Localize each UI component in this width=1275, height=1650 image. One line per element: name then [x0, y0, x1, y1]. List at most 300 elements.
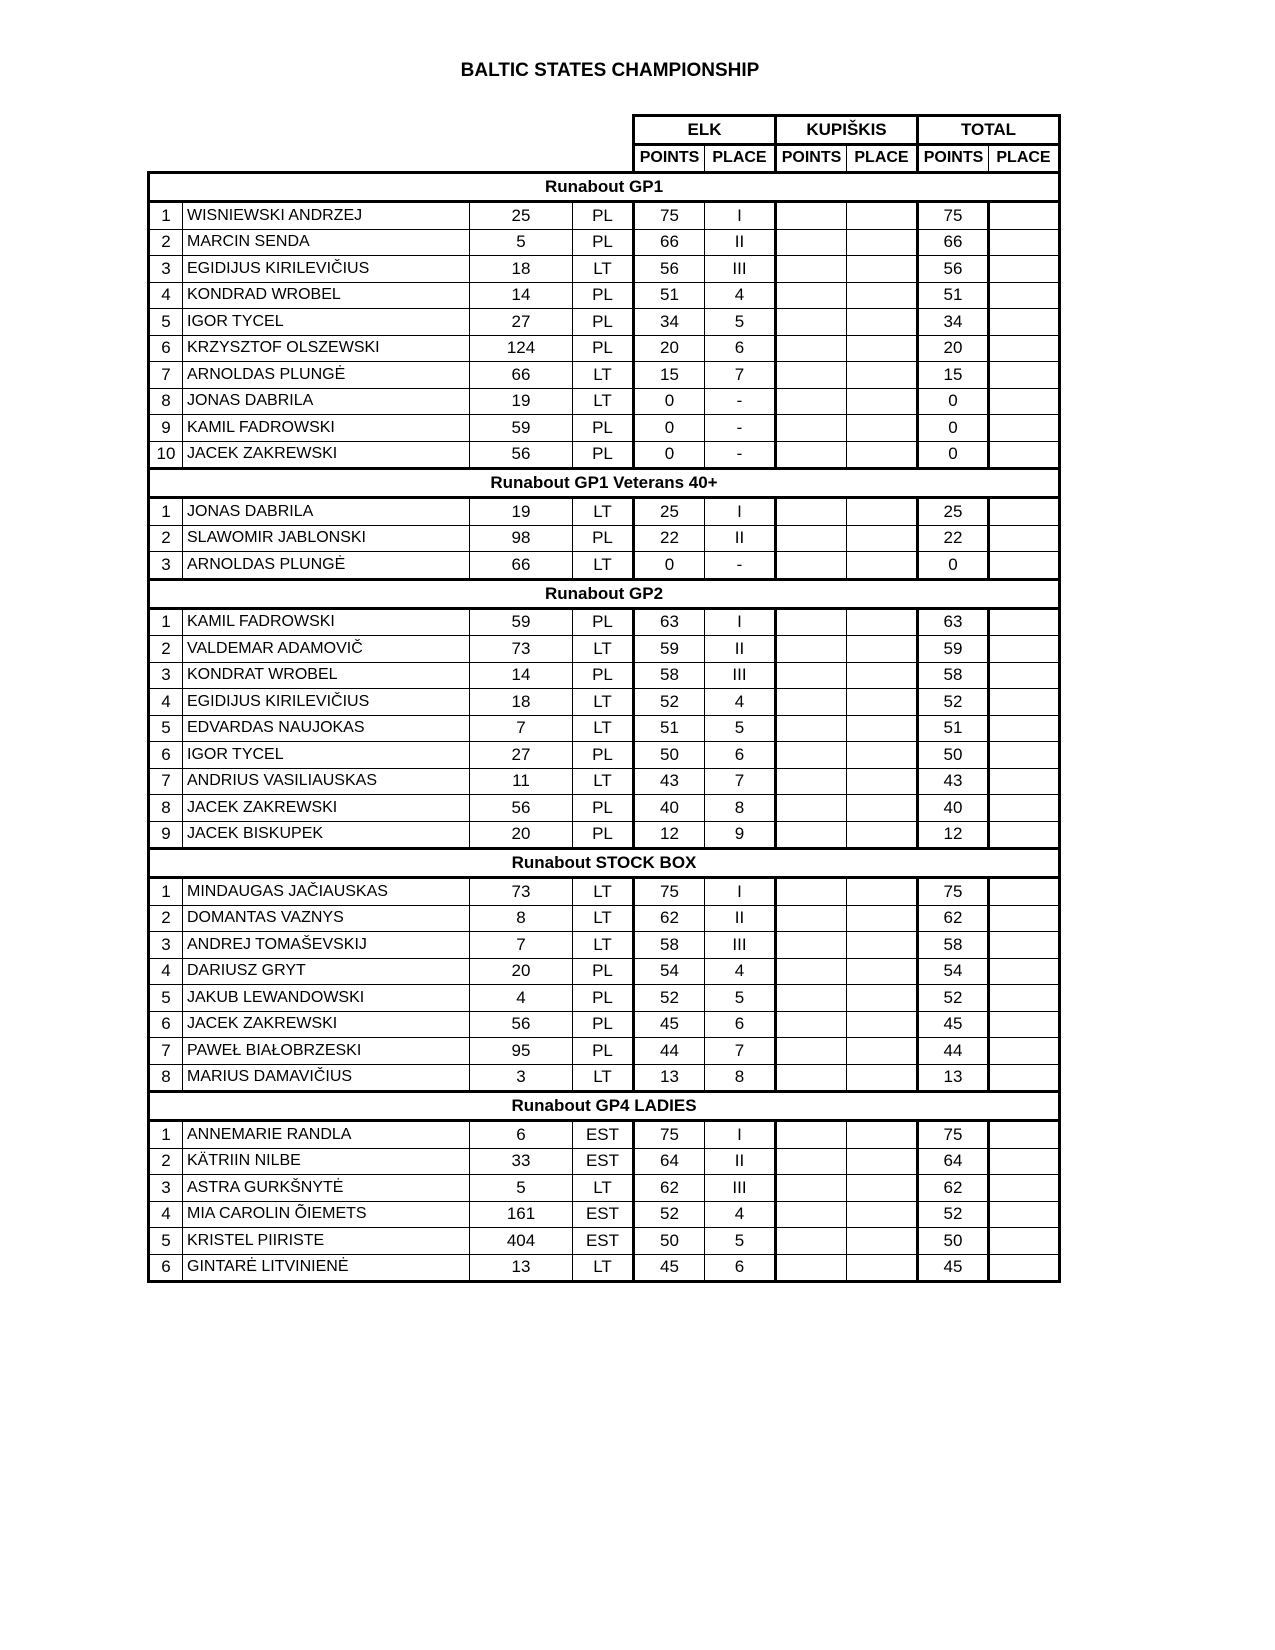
kupiskis-points-cell [776, 985, 847, 1012]
kupiskis-place-cell [847, 821, 918, 849]
elk-points-cell: 0 [634, 552, 705, 580]
race-number-cell: 33 [470, 1148, 573, 1175]
elk-place-header: PLACE [705, 144, 776, 173]
rider-name-cell: JAKUB LEWANDOWSKI [183, 985, 470, 1012]
rider-name-cell: KONDRAD WROBEL [183, 282, 470, 309]
table-row [149, 415, 1060, 442]
position-cell: 5 [149, 1228, 183, 1255]
race-number-cell: 18 [470, 689, 573, 716]
elk-place-cell: II [705, 229, 776, 256]
country-cell: PL [573, 821, 634, 849]
total-points-cell: 15 [918, 362, 989, 389]
stage-total-header: TOTAL [918, 116, 1060, 145]
total-place-cell [989, 689, 1060, 716]
race-number-cell: 73 [470, 878, 573, 906]
elk-points-cell: 51 [634, 715, 705, 742]
kupiskis-place-cell [847, 662, 918, 689]
kupiskis-points-cell [776, 768, 847, 795]
race-number-cell: 5 [470, 229, 573, 256]
elk-place-cell: II [705, 1148, 776, 1175]
category-title: Runabout GP2 [149, 579, 1060, 608]
total-place-cell [989, 388, 1060, 415]
race-number-cell: 66 [470, 362, 573, 389]
elk-points-cell: 20 [634, 335, 705, 362]
kupiskis-place-cell [847, 441, 918, 469]
stage-kupiskis-header: KUPIŠKIS [776, 116, 918, 145]
kupiskis-points-cell [776, 202, 847, 230]
position-cell: 2 [149, 1148, 183, 1175]
total-place-cell [989, 1011, 1060, 1038]
total-points-cell: 34 [918, 309, 989, 336]
total-points-cell: 45 [918, 1254, 989, 1282]
total-points-cell: 75 [918, 202, 989, 230]
rider-name-cell: KÄTRIIN NILBE [183, 1148, 470, 1175]
kupiskis-place-cell [847, 1201, 918, 1228]
total-place-cell [989, 1148, 1060, 1175]
table-row [149, 1148, 1060, 1175]
rider-name-cell: EDVARDAS NAUJOKAS [183, 715, 470, 742]
total-points-cell: 52 [918, 1201, 989, 1228]
elk-points-cell: 52 [634, 1201, 705, 1228]
kupiskis-points-cell [776, 388, 847, 415]
total-place-cell [989, 256, 1060, 283]
kupiskis-place-cell [847, 282, 918, 309]
rider-name-cell: GINTARĖ LITVINIENĖ [183, 1254, 470, 1282]
elk-place-cell: 9 [705, 821, 776, 849]
position-cell: 3 [149, 552, 183, 580]
category-header-row [149, 849, 1060, 878]
position-cell: 2 [149, 229, 183, 256]
kupiskis-points-cell [776, 1148, 847, 1175]
elk-points-cell: 15 [634, 362, 705, 389]
kupiskis-points-cell [776, 335, 847, 362]
kupiskis-points-cell [776, 795, 847, 822]
kupiskis-place-cell [847, 905, 918, 932]
race-number-cell: 27 [470, 742, 573, 769]
country-cell: LT [573, 552, 634, 580]
category-title: Runabout GP1 [149, 173, 1060, 202]
total-points-cell: 44 [918, 1038, 989, 1065]
kupiskis-place-cell [847, 689, 918, 716]
race-number-cell: 14 [470, 662, 573, 689]
rider-name-cell: ARNOLDAS PLUNGĖ [183, 552, 470, 580]
kupiskis-points-cell [776, 905, 847, 932]
position-cell: 3 [149, 932, 183, 959]
rider-name-cell: JACEK ZAKREWSKI [183, 441, 470, 469]
country-cell: PL [573, 662, 634, 689]
elk-place-cell: 5 [705, 1228, 776, 1255]
kupiskis-points-cell [776, 256, 847, 283]
total-points-cell: 63 [918, 608, 989, 636]
rider-name-cell: JACEK ZAKREWSKI [183, 1011, 470, 1038]
kupiskis-points-cell [776, 498, 847, 526]
total-place-cell [989, 229, 1060, 256]
total-place-cell [989, 662, 1060, 689]
country-cell: LT [573, 905, 634, 932]
table-row [149, 742, 1060, 769]
elk-place-cell: 6 [705, 1011, 776, 1038]
table-row [149, 821, 1060, 849]
table-row [149, 229, 1060, 256]
country-cell: LT [573, 256, 634, 283]
position-cell: 5 [149, 309, 183, 336]
kupiskis-points-cell [776, 1064, 847, 1092]
country-cell: PL [573, 309, 634, 336]
country-cell: LT [573, 689, 634, 716]
stage-elk-header: ELK [634, 116, 776, 145]
total-place-cell [989, 878, 1060, 906]
table-row [149, 498, 1060, 526]
rider-name-cell: MIA CAROLIN ÕIEMETS [183, 1201, 470, 1228]
total-place-cell [989, 415, 1060, 442]
elk-place-cell: 7 [705, 768, 776, 795]
table-row [149, 441, 1060, 469]
elk-place-cell: 7 [705, 362, 776, 389]
rider-name-cell: KAMIL FADROWSKI [183, 608, 470, 636]
position-cell: 1 [149, 1121, 183, 1149]
subheader-blank [149, 144, 634, 173]
table-row [149, 525, 1060, 552]
total-place-cell [989, 1038, 1060, 1065]
kupiskis-points-cell [776, 282, 847, 309]
kupiskis-points-header: POINTS [776, 144, 847, 173]
country-cell: PL [573, 202, 634, 230]
elk-place-cell: II [705, 905, 776, 932]
rider-name-cell: JONAS DABRILA [183, 388, 470, 415]
rider-name-cell: MINDAUGAS JAČIAUSKAS [183, 878, 470, 906]
kupiskis-place-cell [847, 1064, 918, 1092]
race-number-cell: 25 [470, 202, 573, 230]
race-number-cell: 18 [470, 256, 573, 283]
country-cell: PL [573, 958, 634, 985]
results-body [149, 116, 1060, 1282]
elk-place-cell: III [705, 932, 776, 959]
total-points-cell: 51 [918, 715, 989, 742]
kupiskis-points-cell [776, 1201, 847, 1228]
total-points-cell: 59 [918, 636, 989, 663]
elk-place-cell: 5 [705, 985, 776, 1012]
table-row [149, 768, 1060, 795]
position-cell: 8 [149, 795, 183, 822]
kupiskis-place-cell [847, 1228, 918, 1255]
total-points-cell: 40 [918, 795, 989, 822]
elk-points-cell: 45 [634, 1011, 705, 1038]
kupiskis-points-cell [776, 689, 847, 716]
elk-place-cell: I [705, 202, 776, 230]
position-cell: 3 [149, 1175, 183, 1202]
table-row [149, 1228, 1060, 1255]
race-number-cell: 4 [470, 985, 573, 1012]
total-place-cell [989, 715, 1060, 742]
total-points-cell: 75 [918, 878, 989, 906]
elk-points-cell: 0 [634, 441, 705, 469]
kupiskis-place-cell [847, 742, 918, 769]
category-title: Runabout GP1 Veterans 40+ [149, 469, 1060, 498]
rider-name-cell: ANDREJ TOMAŠEVSKIJ [183, 932, 470, 959]
total-points-cell: 56 [918, 256, 989, 283]
table-row [149, 1121, 1060, 1149]
elk-points-cell: 56 [634, 256, 705, 283]
elk-place-cell: 4 [705, 689, 776, 716]
position-cell: 7 [149, 768, 183, 795]
elk-points-cell: 75 [634, 202, 705, 230]
elk-place-cell: II [705, 636, 776, 663]
position-cell: 3 [149, 256, 183, 283]
total-points-cell: 50 [918, 1228, 989, 1255]
elk-place-cell: 6 [705, 1254, 776, 1282]
country-cell: PL [573, 282, 634, 309]
total-place-cell [989, 282, 1060, 309]
elk-points-cell: 62 [634, 905, 705, 932]
kupiskis-place-cell [847, 388, 918, 415]
position-cell: 2 [149, 636, 183, 663]
country-cell: EST [573, 1228, 634, 1255]
page-title: BALTIC STATES CHAMPIONSHIP [460, 60, 760, 81]
race-number-cell: 7 [470, 932, 573, 959]
total-points-cell: 22 [918, 525, 989, 552]
total-points-cell: 62 [918, 1175, 989, 1202]
kupiskis-place-cell [847, 1254, 918, 1282]
rider-name-cell: DARIUSZ GRYT [183, 958, 470, 985]
table-row [149, 636, 1060, 663]
position-cell: 5 [149, 985, 183, 1012]
kupiskis-points-cell [776, 362, 847, 389]
total-points-cell: 0 [918, 441, 989, 469]
kupiskis-points-cell [776, 309, 847, 336]
elk-place-cell: - [705, 388, 776, 415]
elk-place-cell: I [705, 498, 776, 526]
rider-name-cell: KAMIL FADROWSKI [183, 415, 470, 442]
rider-name-cell: KONDRAT WROBEL [183, 662, 470, 689]
elk-points-cell: 50 [634, 1228, 705, 1255]
kupiskis-points-cell [776, 1121, 847, 1149]
table-row [149, 958, 1060, 985]
kupiskis-points-cell [776, 1011, 847, 1038]
race-number-cell: 8 [470, 905, 573, 932]
kupiskis-place-cell [847, 636, 918, 663]
kupiskis-points-cell [776, 525, 847, 552]
race-number-cell: 95 [470, 1038, 573, 1065]
country-cell: LT [573, 715, 634, 742]
elk-place-cell: - [705, 552, 776, 580]
kupiskis-place-cell [847, 715, 918, 742]
elk-place-cell: 5 [705, 309, 776, 336]
elk-place-cell: 7 [705, 1038, 776, 1065]
total-points-header: POINTS [918, 144, 989, 173]
elk-points-cell: 25 [634, 498, 705, 526]
total-points-cell: 43 [918, 768, 989, 795]
position-cell: 8 [149, 1064, 183, 1092]
race-number-cell: 59 [470, 415, 573, 442]
total-place-cell [989, 932, 1060, 959]
position-cell: 8 [149, 388, 183, 415]
position-cell: 6 [149, 1254, 183, 1282]
country-cell: LT [573, 1254, 634, 1282]
total-points-cell: 54 [918, 958, 989, 985]
table-row [149, 256, 1060, 283]
total-points-cell: 52 [918, 985, 989, 1012]
race-number-cell: 124 [470, 335, 573, 362]
table-row [149, 689, 1060, 716]
category-header-row [149, 173, 1060, 202]
rider-name-cell: DOMANTAS VAZNYS [183, 905, 470, 932]
table-row [149, 282, 1060, 309]
total-place-cell [989, 985, 1060, 1012]
kupiskis-place-cell [847, 309, 918, 336]
position-cell: 6 [149, 335, 183, 362]
elk-place-cell: III [705, 1175, 776, 1202]
rider-name-cell: EGIDIJUS KIRILEVIČIUS [183, 256, 470, 283]
kupiskis-points-cell [776, 742, 847, 769]
total-place-cell [989, 1064, 1060, 1092]
rider-name-cell: MARCIN SENDA [183, 229, 470, 256]
kupiskis-points-cell [776, 415, 847, 442]
elk-place-cell: 4 [705, 958, 776, 985]
kupiskis-place-cell [847, 768, 918, 795]
total-points-cell: 75 [918, 1121, 989, 1149]
elk-points-cell: 52 [634, 689, 705, 716]
kupiskis-place-cell [847, 498, 918, 526]
elk-points-cell: 63 [634, 608, 705, 636]
elk-points-cell: 58 [634, 662, 705, 689]
country-cell: PL [573, 525, 634, 552]
total-place-cell [989, 1175, 1060, 1202]
country-cell: LT [573, 636, 634, 663]
race-number-cell: 98 [470, 525, 573, 552]
total-place-header: PLACE [989, 144, 1060, 173]
race-number-cell: 56 [470, 1011, 573, 1038]
table-row [149, 552, 1060, 580]
position-cell: 4 [149, 689, 183, 716]
kupiskis-place-cell [847, 256, 918, 283]
total-place-cell [989, 362, 1060, 389]
kupiskis-place-cell [847, 229, 918, 256]
country-cell: PL [573, 608, 634, 636]
table-row [149, 1175, 1060, 1202]
category-header-row [149, 1092, 1060, 1121]
position-cell: 6 [149, 742, 183, 769]
kupiskis-points-cell [776, 608, 847, 636]
elk-points-cell: 75 [634, 878, 705, 906]
kupiskis-place-cell [847, 415, 918, 442]
elk-place-cell: II [705, 525, 776, 552]
race-number-cell: 20 [470, 821, 573, 849]
country-cell: EST [573, 1148, 634, 1175]
kupiskis-place-cell [847, 335, 918, 362]
total-points-cell: 0 [918, 552, 989, 580]
race-number-cell: 19 [470, 498, 573, 526]
total-points-cell: 64 [918, 1148, 989, 1175]
kupiskis-points-cell [776, 878, 847, 906]
total-place-cell [989, 202, 1060, 230]
elk-place-cell: - [705, 415, 776, 442]
position-cell: 1 [149, 878, 183, 906]
total-place-cell [989, 335, 1060, 362]
kupiskis-place-cell [847, 362, 918, 389]
country-cell: LT [573, 498, 634, 526]
table-row [149, 1011, 1060, 1038]
country-cell: LT [573, 1175, 634, 1202]
table-row [149, 388, 1060, 415]
kupiskis-place-cell [847, 525, 918, 552]
country-cell: PL [573, 1011, 634, 1038]
race-number-cell: 7 [470, 715, 573, 742]
race-number-cell: 13 [470, 1254, 573, 1282]
kupiskis-place-cell [847, 552, 918, 580]
table-row [149, 662, 1060, 689]
country-cell: PL [573, 415, 634, 442]
elk-place-cell: 4 [705, 282, 776, 309]
rider-name-cell: ARNOLDAS PLUNGĖ [183, 362, 470, 389]
kupiskis-points-cell [776, 662, 847, 689]
kupiskis-place-cell [847, 932, 918, 959]
total-points-cell: 12 [918, 821, 989, 849]
total-points-cell: 62 [918, 905, 989, 932]
elk-points-cell: 44 [634, 1038, 705, 1065]
country-cell: LT [573, 932, 634, 959]
elk-place-cell: I [705, 608, 776, 636]
country-cell: PL [573, 1038, 634, 1065]
total-points-cell: 0 [918, 415, 989, 442]
race-number-cell: 27 [470, 309, 573, 336]
race-number-cell: 56 [470, 795, 573, 822]
elk-points-cell: 75 [634, 1121, 705, 1149]
table-row [149, 715, 1060, 742]
position-cell: 9 [149, 415, 183, 442]
stage-header-row [149, 116, 1060, 145]
kupiskis-points-cell [776, 636, 847, 663]
elk-points-cell: 43 [634, 768, 705, 795]
category-header-row [149, 469, 1060, 498]
kupiskis-points-cell [776, 1254, 847, 1282]
kupiskis-place-cell [847, 958, 918, 985]
race-number-cell: 73 [470, 636, 573, 663]
kupiskis-place-cell [847, 608, 918, 636]
race-number-cell: 404 [470, 1228, 573, 1255]
race-number-cell: 19 [470, 388, 573, 415]
elk-points-cell: 45 [634, 1254, 705, 1282]
rider-name-cell: ASTRA GURKŠNYTĖ [183, 1175, 470, 1202]
total-points-cell: 25 [918, 498, 989, 526]
table-row [149, 795, 1060, 822]
country-cell: PL [573, 795, 634, 822]
total-place-cell [989, 608, 1060, 636]
total-points-cell: 50 [918, 742, 989, 769]
country-cell: EST [573, 1121, 634, 1149]
table-row [149, 1201, 1060, 1228]
results-table [147, 114, 1061, 1283]
country-cell: LT [573, 1064, 634, 1092]
total-place-cell [989, 821, 1060, 849]
total-place-cell [989, 1228, 1060, 1255]
elk-points-cell: 0 [634, 415, 705, 442]
header-blank [149, 116, 634, 145]
country-cell: LT [573, 878, 634, 906]
total-place-cell [989, 1254, 1060, 1282]
table-row [149, 905, 1060, 932]
elk-place-cell: III [705, 662, 776, 689]
country-cell: PL [573, 335, 634, 362]
table-row [149, 932, 1060, 959]
kupiskis-place-cell [847, 1011, 918, 1038]
table-row [149, 878, 1060, 906]
table-row [149, 362, 1060, 389]
rider-name-cell: IGOR TYCEL [183, 309, 470, 336]
country-cell: EST [573, 1201, 634, 1228]
elk-place-cell: 5 [705, 715, 776, 742]
position-cell: 1 [149, 608, 183, 636]
position-cell: 6 [149, 1011, 183, 1038]
